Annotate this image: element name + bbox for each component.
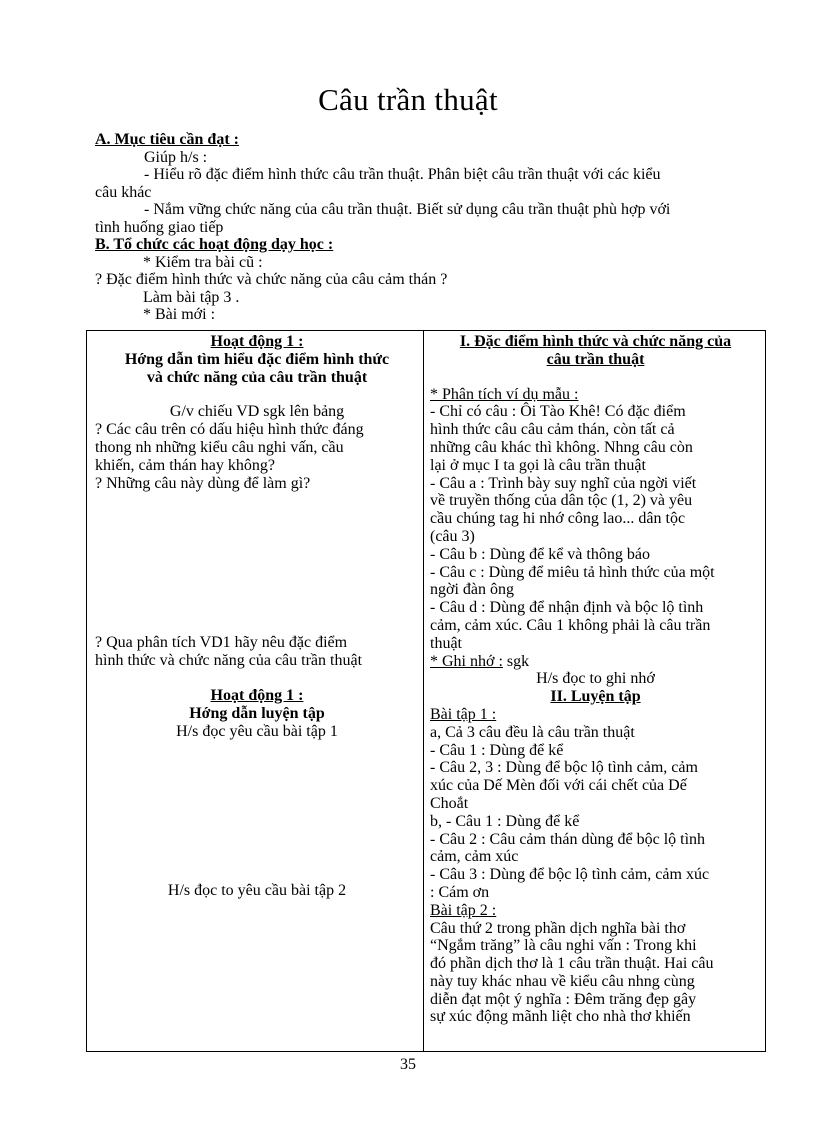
right-line: H/s đọc to ghi nhớ [536, 670, 655, 688]
section-a-heading: A. Mục tiêu cần đạt : [95, 131, 239, 148]
note-label: * Ghi nhớ : [430, 652, 503, 670]
right-line: (câu 3) [430, 527, 475, 545]
intro-line: ? Đặc điểm hình thức và chức năng của câu cảm thán ? [95, 271, 448, 288]
intro-line: - Hiểu rõ đặc điểm hình thức câu trần thuật. Phân biệt câu trần thuật với các kiểu [144, 166, 661, 183]
right-line: về truyền thống của dân tộc (1, 2) và yêu [430, 492, 693, 510]
right-line: - Chỉ có câu : Ôi Tào Khê! Có đặc điểm [430, 403, 686, 421]
left-line: ? Những câu này dùng để làm gì? [95, 474, 311, 492]
right-line: cầu chúng tag hi nhớ công lao... dân tộc [430, 510, 686, 528]
right-line: Câu thứ 2 trong phần dịch nghĩa bài thơ [430, 919, 686, 937]
intro-line: - Nắm vững chức năng của câu trần thuật. Biết sử dụng câu trần thuật phù hợp với [144, 201, 671, 218]
intro-line: tình huống giao tiếp [95, 218, 224, 236]
exercise-1-heading: Bài tập 1 : [430, 705, 497, 723]
right-line: - Câu a : Trình bày suy nghĩ của ngời viết [430, 474, 697, 492]
right-line: - Câu 2 : Câu cảm thán dùng để bộc lộ tình [430, 830, 706, 848]
right-line: - Câu 2, 3 : Dùng để bộc lộ tình cảm, cảm [430, 759, 698, 777]
right-line: - Câu d : Dùng để nhận định và bộc lộ tình [430, 599, 704, 617]
activity-table [86, 330, 766, 1052]
intro-line: Làm bài tập 3 . [143, 288, 240, 306]
right-line: a, Cả 3 câu đều là câu trần thuật [430, 723, 635, 741]
left-line: H/s đọc yêu cầu bài tập 1 [176, 722, 338, 740]
document-title: Câu trần thuật [318, 82, 498, 117]
right-line: ngời đàn ông [430, 581, 515, 599]
right-line: thuật [430, 634, 462, 652]
left-line: H/s đọc to yêu cầu bài tập 2 [167, 882, 347, 900]
right-line: - Câu 1 : Dùng để kể [430, 741, 564, 759]
activity-2-subtitle: Hớng dẫn luyện tập [189, 704, 325, 722]
analysis-heading: * Phân tích ví dụ mẫu : [430, 385, 579, 403]
activity-2-title: Hoạt động 1 : [210, 686, 304, 704]
right-line: sự xúc động mãnh liệt cho nhà thơ khiến [430, 1008, 691, 1026]
section-b-heading: B. Tổ chức các hoạt động dạy học : [95, 236, 334, 253]
activity-1-title: Hoạt động 1 : [210, 333, 304, 350]
right-line: : Cám ơn [430, 883, 490, 901]
section-1-heading: I. Đặc điểm hình thức và chức năng của [459, 333, 732, 350]
right-line: Choắt [430, 794, 469, 812]
right-line: hình thức câu câu cảm thán, còn tất cả [430, 421, 675, 439]
right-line: diễn đạt một ý nghĩa : Đêm trăng đẹp gây [430, 990, 697, 1008]
left-line: G/v chiếu VD sgk lên bảng [169, 403, 345, 421]
right-line: đó phần dịch thơ là 1 câu trần thuật. Hai câu [430, 955, 714, 973]
right-line: - Câu b : Dùng để kể và thông báo [430, 545, 650, 563]
intro-line: * Kiểm tra bài cũ : [143, 253, 263, 271]
right-line: - Câu 3 : Dùng để bộc lộ tình cảm, cảm xúc [430, 866, 710, 884]
exercise-2-heading: Bài tập 2 : [430, 901, 497, 919]
right-line: cảm, cảm xúc. Câu 1 không phải là câu trần [430, 616, 711, 634]
intro-line: * Bài mới : [143, 306, 216, 323]
right-line: những câu khác thì không. Nhng câu còn [430, 438, 693, 456]
right-line: này tuy khác nhau về kiểu câu nhng cùng [430, 972, 695, 990]
section-1-heading: câu trần thuật [546, 350, 645, 368]
right-line: lại ở mục I ta gọi là câu trần thuật [430, 456, 646, 474]
left-line: khiến, cảm thán hay không? [95, 456, 275, 474]
section-2-heading: II. Luyện tập [550, 688, 641, 706]
intro-line: Giúp h/s : [144, 148, 208, 166]
activity-1-subtitle: Hớng dẫn tìm hiểu đặc điểm hình thức [124, 350, 390, 368]
right-line: “Ngắm trăng” là câu nghi vấn : Trong khi [430, 937, 697, 955]
left-line: ? Các câu trên có dấu hiệu hình thức đáng [95, 421, 364, 439]
intro-line: câu khác [95, 183, 152, 201]
right-line: xúc của Dế Mèn đối với cái chết của Dế [430, 777, 687, 795]
left-line: hình thức và chức năng của câu trần thuật [95, 652, 363, 670]
left-line: ? Qua phân tích VD1 hãy nêu đặc điểm [95, 634, 348, 652]
activity-1-subtitle: và chức năng của câu trần thuật [146, 368, 368, 386]
note-text: sgk [502, 652, 530, 670]
page-number: 35 [400, 1056, 416, 1073]
content-column [424, 331, 765, 1051]
right-line: b, - Câu 1 : Dùng để kể [430, 812, 580, 830]
left-line: thong nh những kiểu câu nghi vấn, cầu [95, 438, 344, 456]
teacher-activity-column [87, 331, 424, 1051]
note-line [430, 653, 761, 671]
right-line: cảm, cảm xúc [430, 848, 519, 866]
right-line: - Câu c : Dùng để miêu tả hình thức của một [430, 563, 715, 581]
lesson-intro [95, 131, 775, 324]
